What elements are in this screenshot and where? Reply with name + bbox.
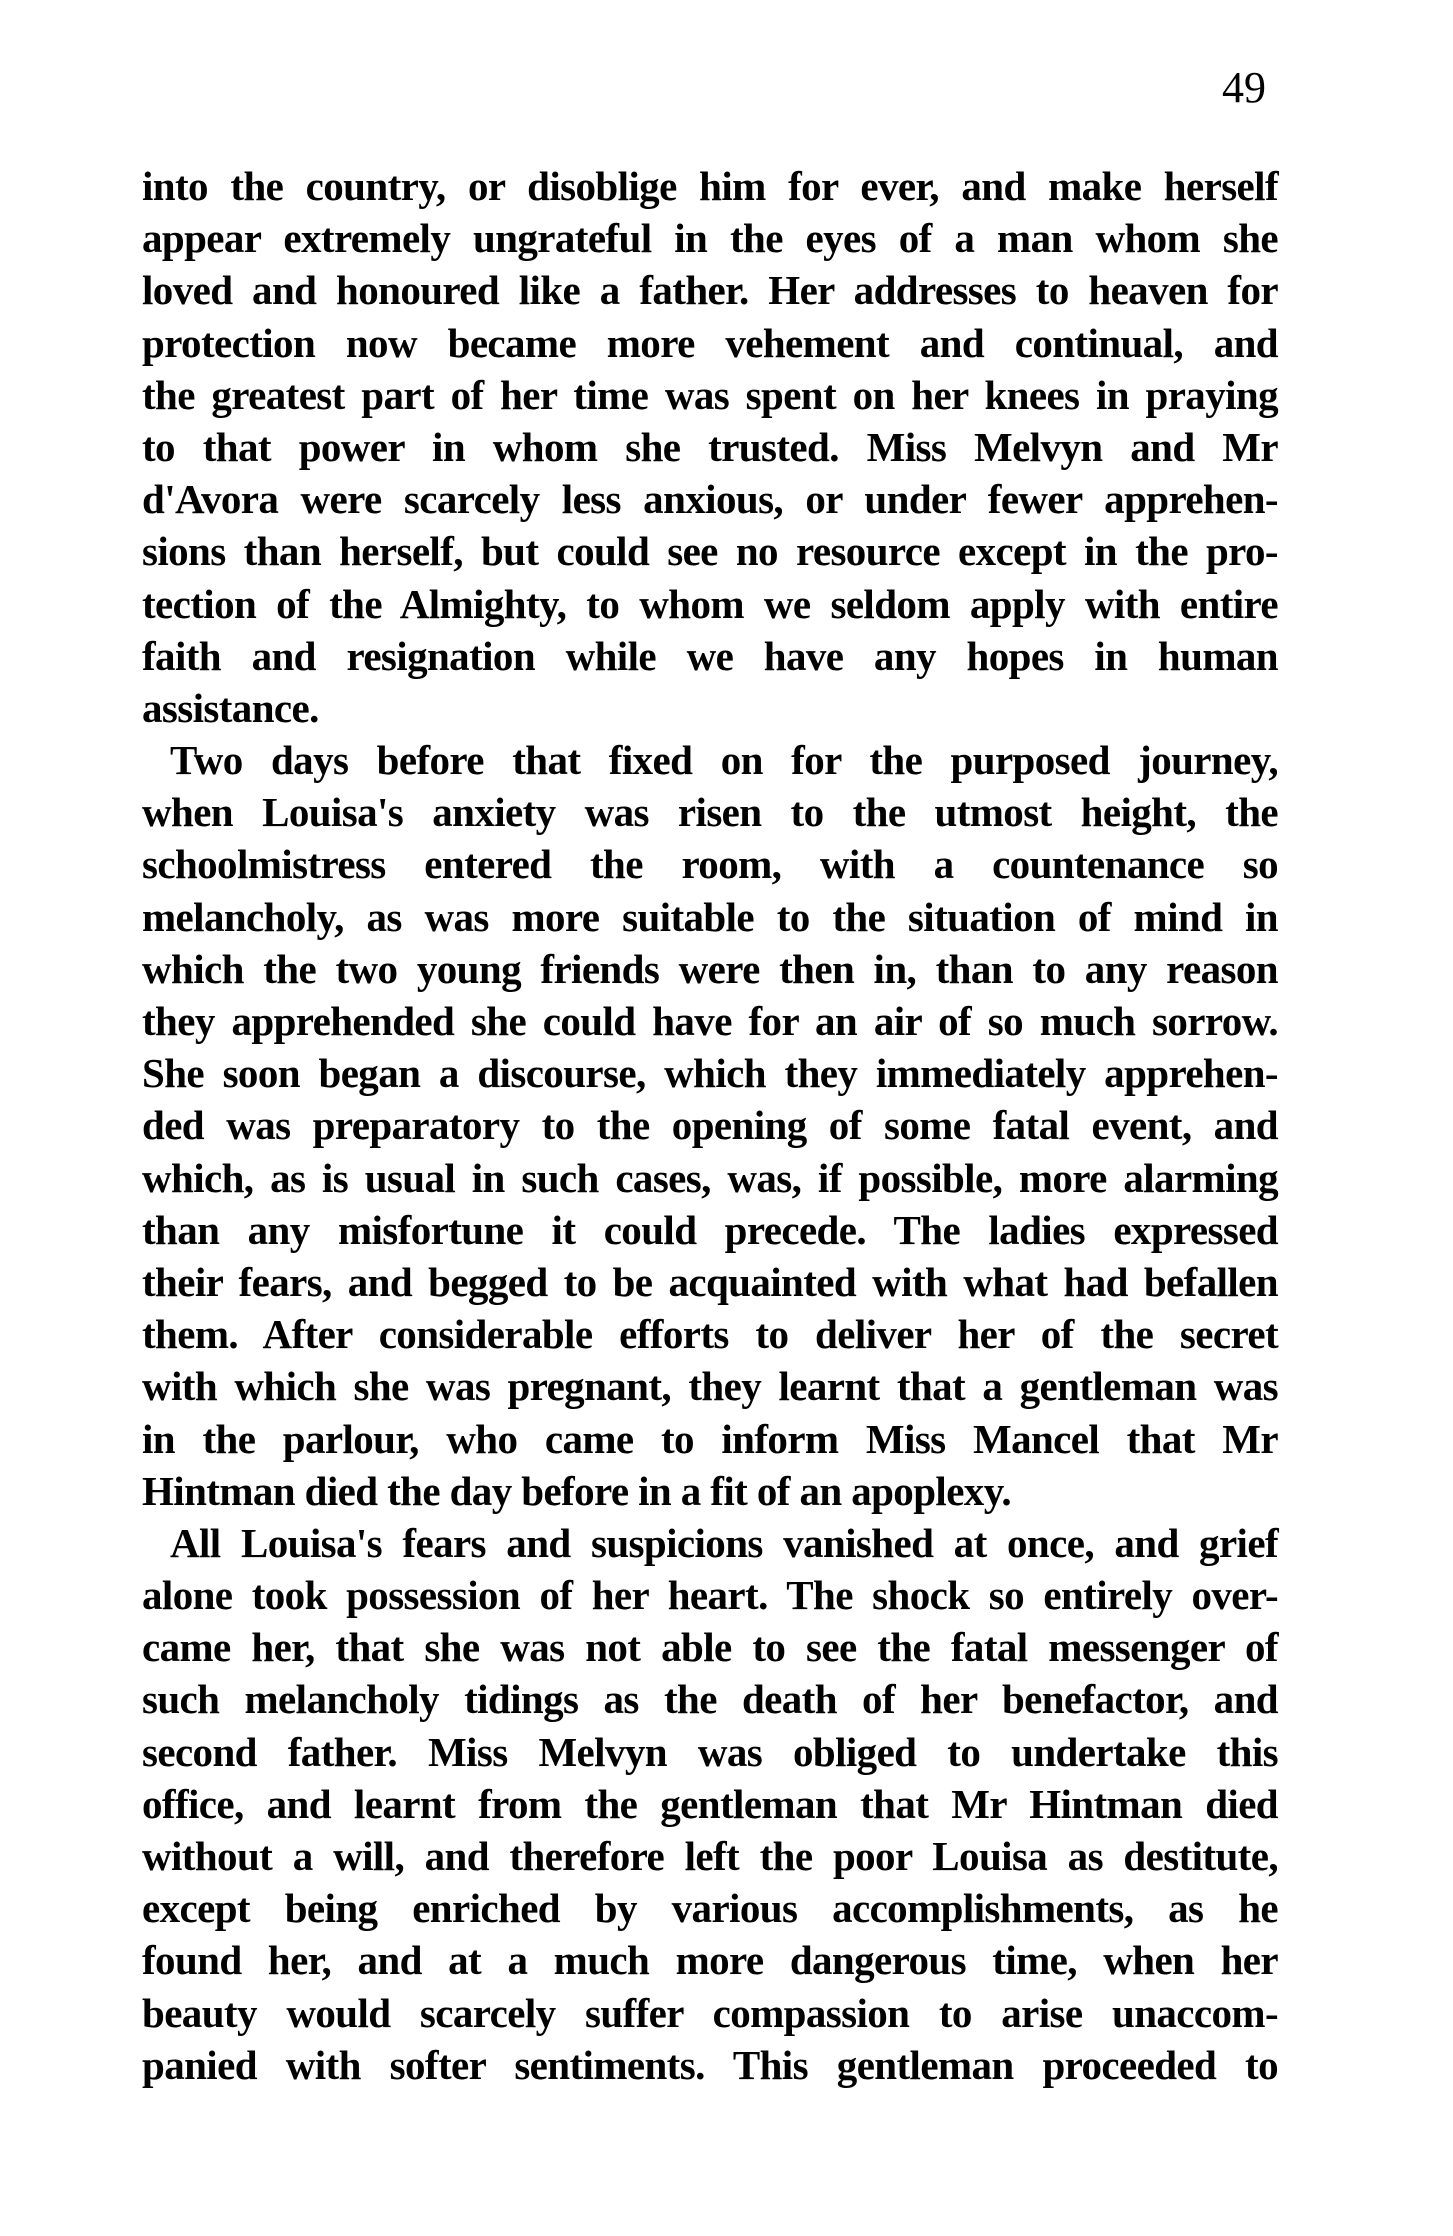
text-line: panied with softer sentiments. This gentleman proceeded to xyxy=(142,2041,1278,2088)
text-line: the greatest part of her time was spent on her knees in praying xyxy=(142,371,1278,418)
text-line: office, and learnt from the gentleman that Mr Hintman died xyxy=(142,1780,1278,1827)
text-line: melancholy, as was more suitable to the situation of mind in xyxy=(142,893,1278,940)
text-line: assistance. xyxy=(142,684,319,731)
text-line: in the parlour, who came to inform Miss Mancel that Mr xyxy=(142,1415,1278,1462)
text-line: sions than herself, but could see no resource except in the pro- xyxy=(142,528,1278,575)
text-line: to that power in whom she trusted. Miss Melvyn and Mr xyxy=(142,423,1278,470)
text-line: ded was preparatory to the opening of some fatal event, and xyxy=(142,1102,1278,1149)
text-line: All Louisa's fears and suspicions vanished at once, and grief xyxy=(170,1519,1278,1566)
text-line: such melancholy tidings as the death of her benefactor, and xyxy=(142,1676,1278,1723)
text-line: except being enriched by various accomplishments, as he xyxy=(142,1885,1278,1932)
text-line: d'Avora were scarcely less anxious, or under fewer apprehen- xyxy=(142,476,1278,523)
text-line: protection now became more vehement and continual, and xyxy=(142,319,1278,366)
text-line: alone took possession of her heart. The shock so entirely over- xyxy=(142,1572,1278,1619)
text-line: into the country, or disoblige him for ever, and make herself xyxy=(142,163,1278,209)
text-line: second father. Miss Melvyn was obliged to undertake this xyxy=(142,1728,1278,1775)
text-line: loved and honoured like a father. Her addresses to heaven for xyxy=(142,267,1278,314)
text-line: they apprehended she could have for an air of so much sorrow. xyxy=(142,998,1278,1044)
text-line: them. After considerable efforts to deliver her of the secret xyxy=(142,1311,1278,1358)
text-line: faith and resignation while we have any hopes in human xyxy=(142,632,1278,679)
text-line: found her, and at a much more dangerous time, when her xyxy=(142,1937,1278,1984)
text-line: which the two young friends were then in, than to any reason xyxy=(142,945,1278,992)
text-line: Hintman died the day before in a fit of an apoplexy. xyxy=(142,1467,1011,1514)
text-line: tection of the Almighty, to whom we seldom apply with entire xyxy=(142,580,1278,627)
text-line: than any misfortune it could precede. The ladies expressed xyxy=(142,1206,1278,1253)
text-line: She soon began a discourse, which they immediately apprehen- xyxy=(142,1050,1278,1097)
text-line: which, as is usual in such cases, was, if possible, more alarming xyxy=(142,1154,1278,1201)
page-number: 49 xyxy=(1222,63,1266,112)
text-line: appear extremely ungrateful in the eyes of a man whom she xyxy=(142,215,1278,262)
text-line: their fears, and begged to be acquainted with what had befallen xyxy=(142,1258,1278,1305)
text-line: beauty would scarcely suffer compassion to arise unaccom- xyxy=(142,1989,1278,2036)
text-line: without a will, and therefore left the poor Louisa as destitute, xyxy=(142,1833,1278,1879)
text-line: schoolmistress entered the room, with a countenance so xyxy=(142,841,1278,888)
text-line: came her, that she was not able to see the fatal messenger of xyxy=(142,1624,1278,1671)
text-line: when Louisa's anxiety was risen to the utmost height, the xyxy=(142,789,1278,836)
body-text xyxy=(142,160,1278,2091)
text-line: with which she was pregnant, they learnt that a gentleman was xyxy=(142,1363,1278,1410)
text-line: Two days before that fixed on for the purposed journey, xyxy=(170,737,1278,784)
